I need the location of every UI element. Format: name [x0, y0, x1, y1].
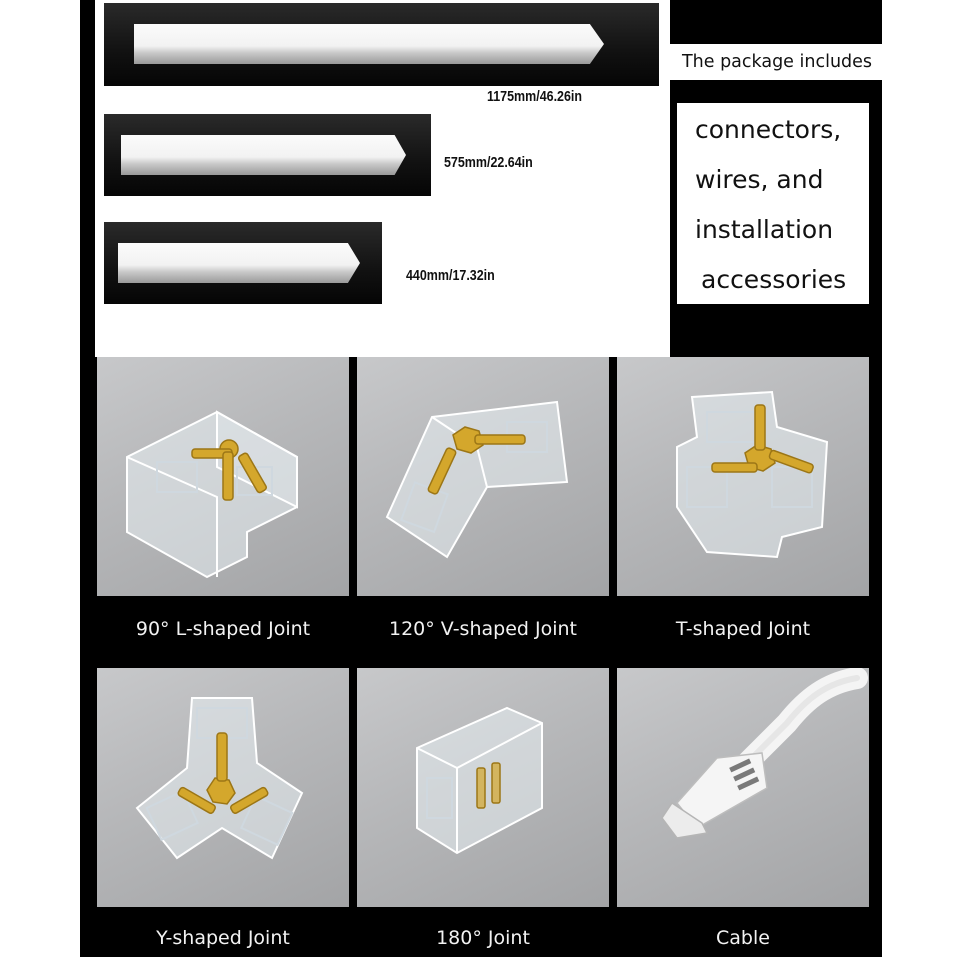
light-bar-long — [104, 3, 659, 86]
package-line: connectors, — [695, 115, 842, 144]
y-joint-icon — [97, 668, 349, 907]
measurement-medium: 575mm/22.64in — [444, 155, 533, 171]
t-joint-icon — [617, 357, 869, 596]
caption-l-joint: 90° L-shaped Joint — [135, 618, 311, 640]
light-bar-short — [104, 222, 382, 304]
package-line: installation — [695, 215, 834, 244]
measurement-long: 1175mm/46.26in — [487, 89, 582, 105]
l-joint-icon — [97, 357, 349, 596]
straight-joint-icon — [357, 668, 609, 907]
v-joint-icon — [357, 357, 609, 596]
caption-y-joint: Y-shaped Joint — [156, 927, 290, 949]
package-line: accessories — [701, 265, 847, 294]
package-title: The package includes — [670, 44, 884, 80]
measurement-short: 440mm/17.32in — [406, 268, 495, 284]
package-line: wires, and — [695, 165, 824, 194]
light-bar-medium — [104, 114, 431, 196]
cable-plug-icon — [617, 668, 869, 907]
caption-180-joint: 180° Joint — [436, 927, 530, 949]
caption-v-joint: 120° V-shaped Joint — [389, 618, 577, 640]
photo-t-joint — [617, 357, 869, 596]
package-contents-box — [677, 103, 869, 304]
photo-y-joint — [97, 668, 349, 907]
photo-cable — [617, 668, 869, 907]
photo-l-joint — [97, 357, 349, 596]
caption-t-joint: T-shaped Joint — [675, 618, 811, 640]
photo-180-joint — [357, 668, 609, 907]
caption-cable: Cable — [716, 927, 770, 949]
photo-v-joint — [357, 357, 609, 596]
